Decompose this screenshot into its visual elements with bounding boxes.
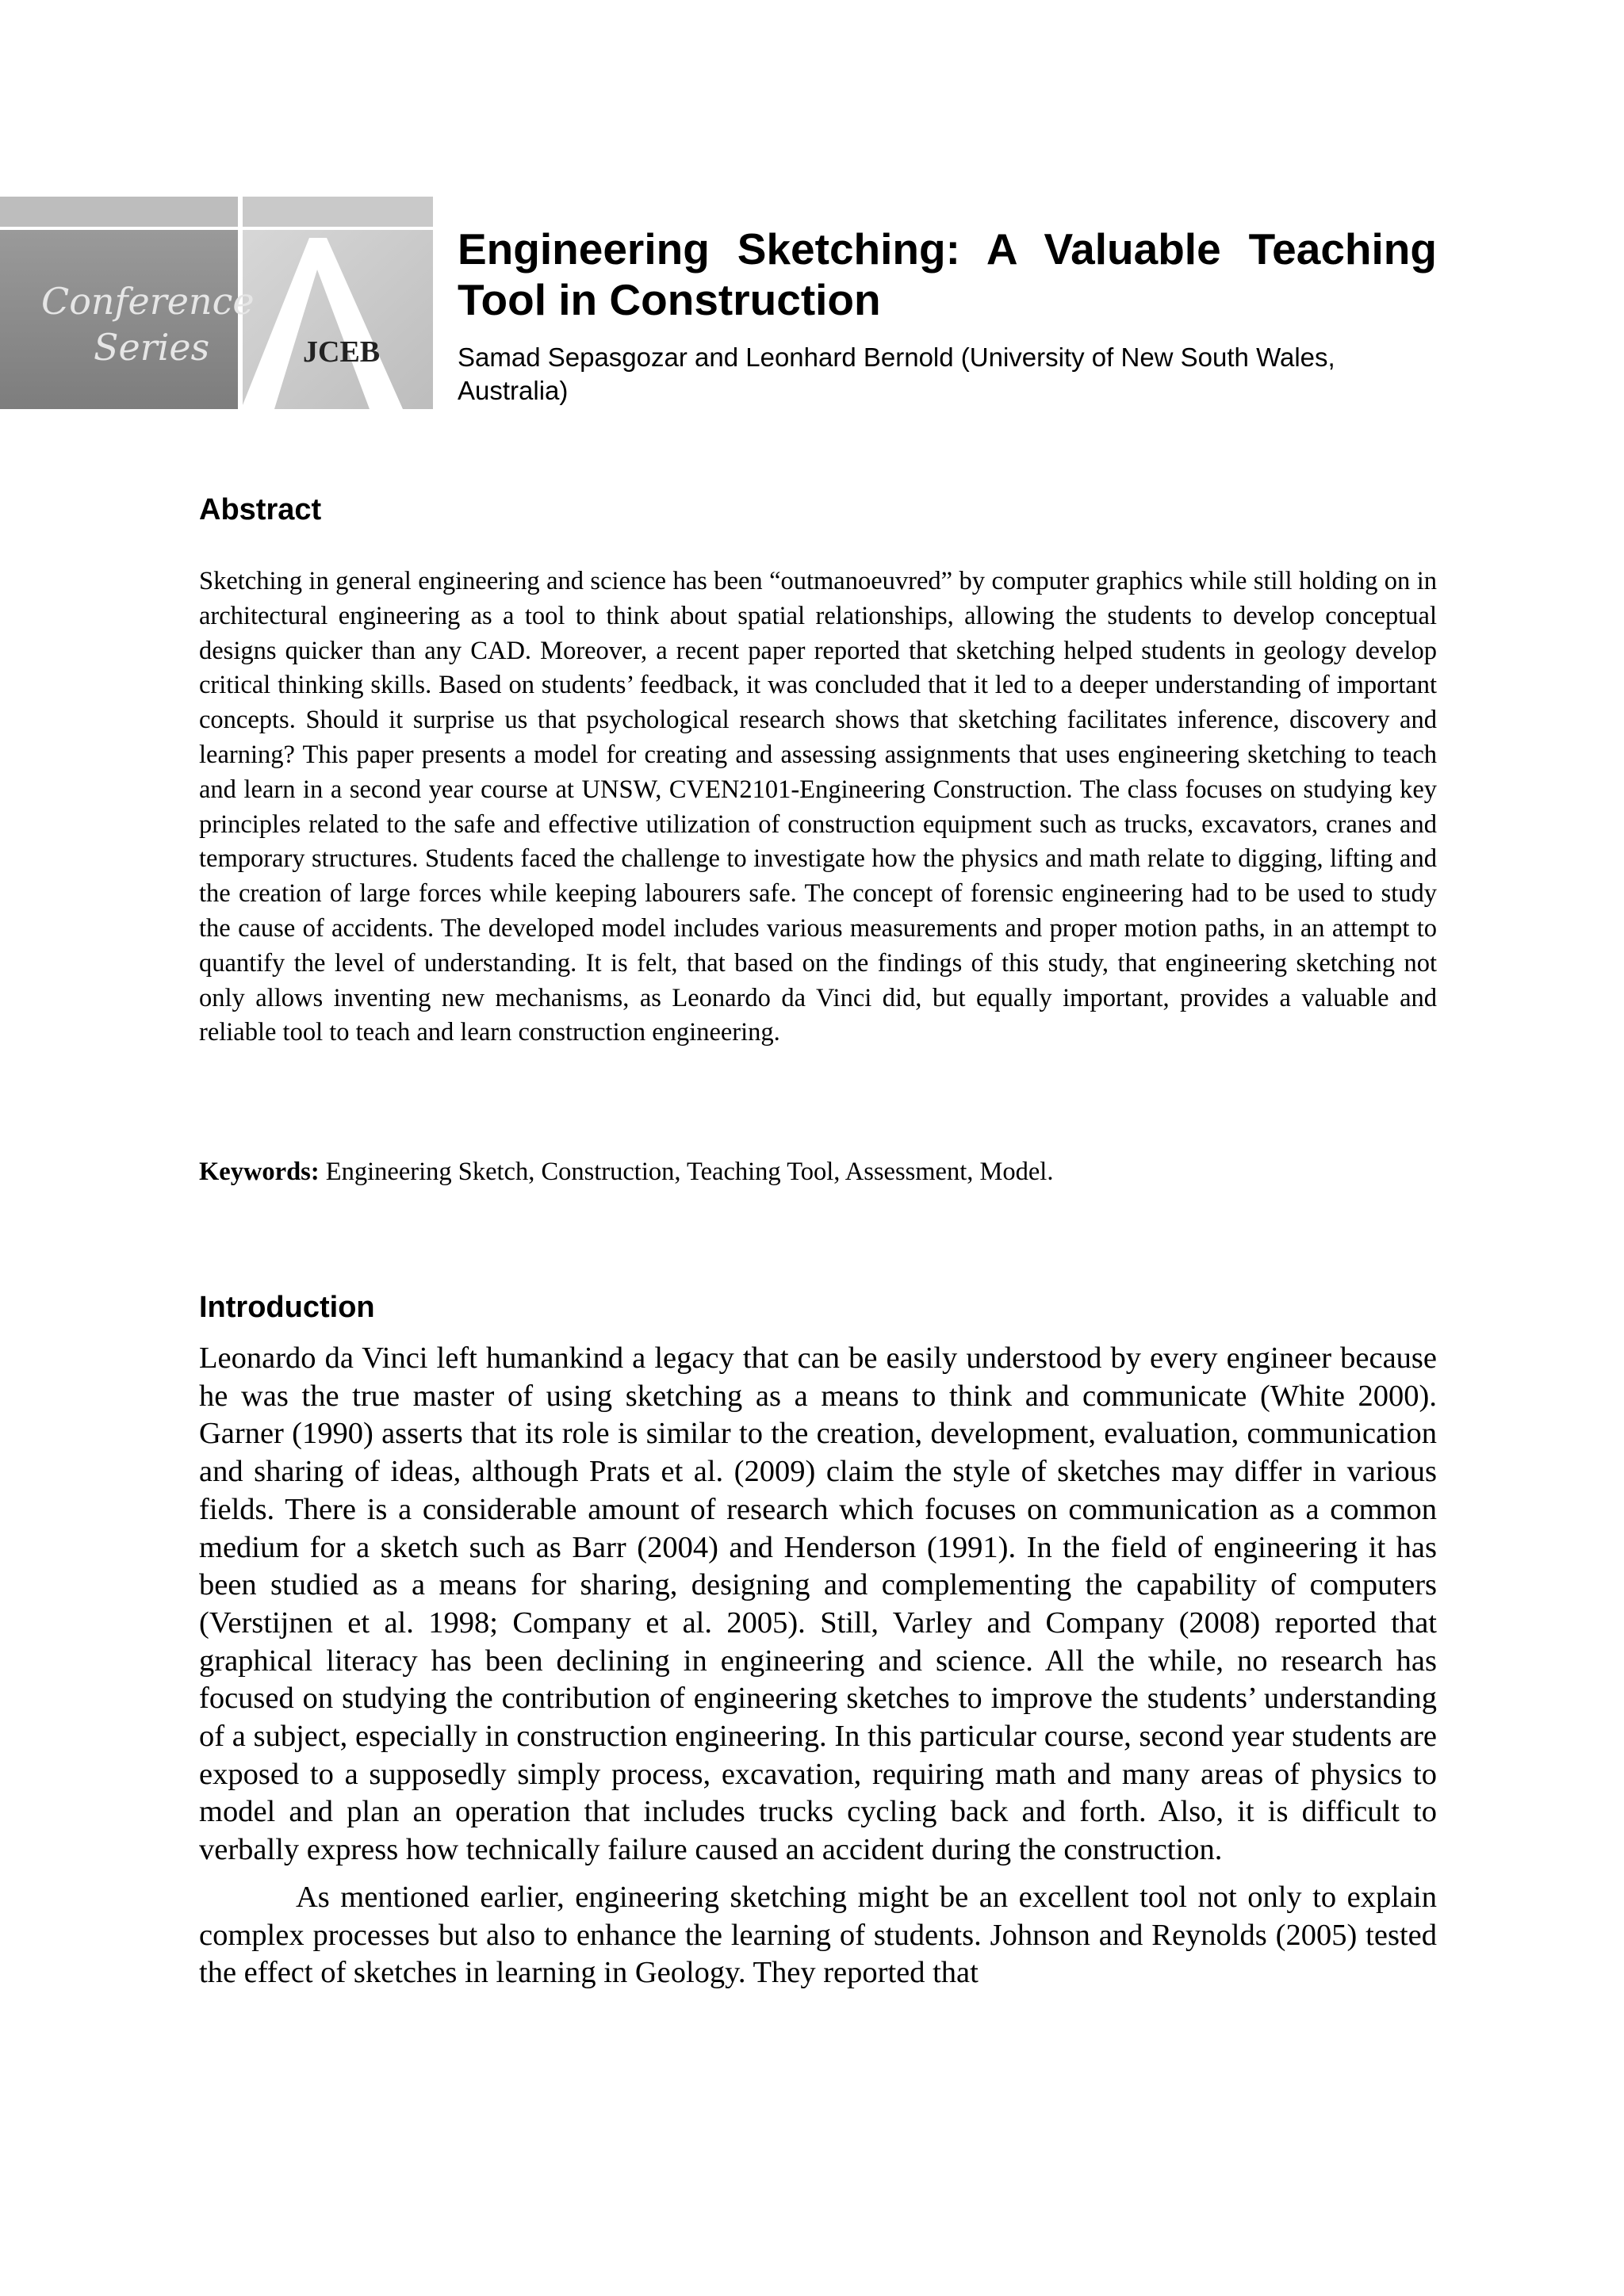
introduction-paragraph-2: As mentioned earlier, engineering sketching might be an excellent tool not only to explain complex processes but also to enhance the learning of students. Johnson and Reynolds (2005) tested the effect of sketches in learning in Geology. They reported that bbox=[199, 1880, 1437, 1990]
keywords-line bbox=[199, 1154, 1437, 1189]
abstract-text: Sketching in general engineering and science has been “outmanoeuvred” by computer graphics while still holding on in architectural engineering as a tool to think about spatial relationships, allowing the students to develop conceptual designs quicker than any CAD. Moreover, a recent paper reported that sketching helped students in geology develop critical thinking skills. Based on students’ feedback, it was concluded that it led to a deeper understanding of important concepts. Should it surprise us that psychological research shows that sketching facilitates inference, discovery and learning? This paper presents a model for creating and assessing assignments that uses engineering sketching to teach and learn in a second year course at UNSW, CVEN2101-Engineering Construction. The class focuses on studying key principles related to the safe and effective utilization of construction equipment such as trucks, excavators, cranes and temporary structures. Students faced the challenge to investigate how the physics and math relate to digging, lifting and the creation of large forces while keeping labourers safe. The concept of forensic engineering had to be used to study the cause of accidents. The developed model includes various measurements and proper motion paths, in an attempt to quantify the level of understanding. It is felt, that based on the findings of this study, that engineering sketching not only allows inventing new mechanisms, as Leonardo da Vinci did, but equally important, provides a valuable and reliable tool to teach and learn construction engineering. bbox=[199, 567, 1437, 1047]
logo-series-word-1: Conference bbox=[41, 280, 255, 323]
paper-authors: Samad Sepasgozar and Leonhard Bernold (University of New South Wales, Australia) bbox=[458, 342, 1335, 405]
logo-series-word-2: Series bbox=[94, 326, 210, 369]
introduction-paragraph-1: Leonardo da Vinci left humankind a legacy that can be easily understood by every engineer because he was the true master of using sketching as a means to think and communicate (White 2000). Garner (1990) asserts that its role is similar to the creation, development, evaluation, communication and sharing of ideas, although Prats et al. (2009) claim the style of sketches may differ in various fields. There is a considerable amount of research which focuses on communication as a common medium for a sketch such as Barr (2004) and Henderson (1991). In the field of engineering it has been studied as a means for sharing, designing and complementing the capability of computers (Verstijnen et al. 1998; Company et al. 2005). Still, Varley and Company (2008) reported that graphical literacy has been declining in engineering and science. All the while, no research has focused on studying the contribution of engineering sketches to improve the students’ understanding of a subject, especially in construction engineering. In this particular course, second year students are exposed to a supposedly simply process, excavation, requiring math and many areas of physics to model and plan an operation that includes trucks cycling back and forth. Also, it is difficult to verbally express how technically failure caused an accident during the construction. bbox=[199, 1341, 1437, 1867]
keywords-list: Engineering Sketch, Construction, Teaching Tool, Assessment, Model. bbox=[319, 1158, 1054, 1186]
keywords-label: Keywords: bbox=[199, 1158, 320, 1186]
logo-top-band-right bbox=[243, 197, 433, 227]
logo-top-band-left bbox=[0, 197, 238, 227]
logo-journal-acronym: JCEB bbox=[303, 335, 381, 369]
abstract-heading: Abstract bbox=[199, 493, 322, 526]
introduction-body bbox=[199, 1340, 1437, 1992]
introduction-heading: Introduction bbox=[199, 1291, 375, 1324]
paper-title: Engineering Sketching: A Valuable Teaching Tool in Construction bbox=[458, 224, 1437, 324]
conference-series-logo bbox=[0, 197, 433, 409]
